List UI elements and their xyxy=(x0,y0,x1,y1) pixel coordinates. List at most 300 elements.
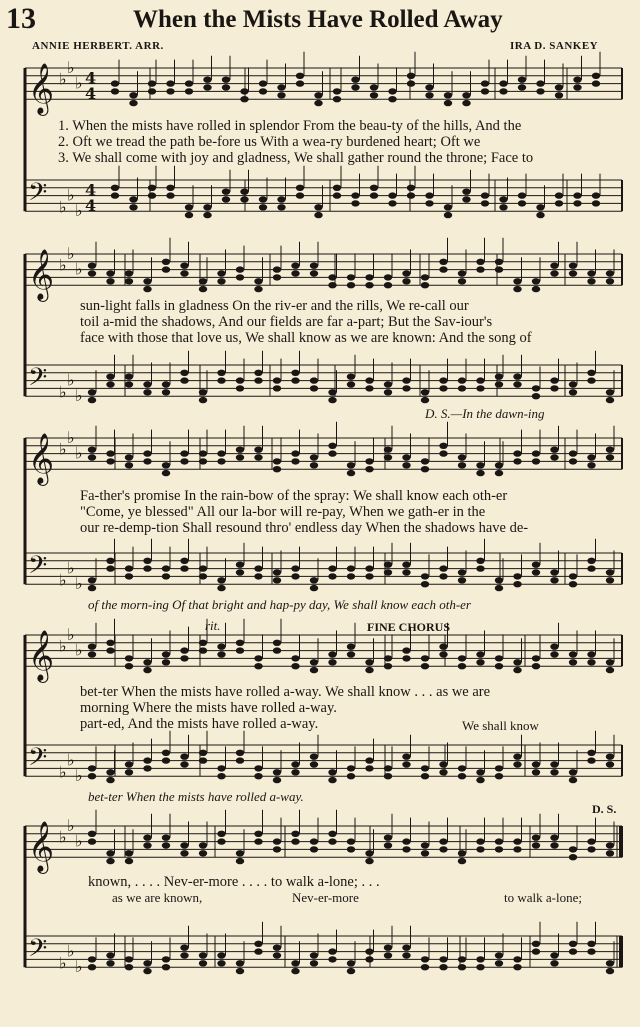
notehead xyxy=(476,259,484,265)
notehead xyxy=(199,750,207,756)
notehead xyxy=(536,204,544,210)
notehead xyxy=(384,945,392,951)
notehead xyxy=(125,964,133,970)
notehead xyxy=(481,88,489,94)
notehead xyxy=(365,667,373,673)
notehead xyxy=(365,282,373,288)
notehead xyxy=(291,769,299,775)
notehead xyxy=(273,274,281,280)
notehead xyxy=(421,842,429,848)
notehead xyxy=(273,466,281,472)
notehead xyxy=(370,84,378,90)
notehead xyxy=(532,458,540,464)
notehead xyxy=(402,562,410,568)
notehead xyxy=(180,842,188,848)
notehead xyxy=(347,765,355,771)
notehead xyxy=(125,956,133,962)
notehead xyxy=(236,750,244,756)
system-3-ds-lyric: of the morn-ing Of that bright and hap-py day, We shall know each oth-er xyxy=(88,597,471,612)
flat-icon: ♭ xyxy=(59,382,67,402)
notehead xyxy=(421,282,429,288)
notehead xyxy=(587,750,595,756)
notehead xyxy=(425,84,433,90)
notehead xyxy=(513,573,521,579)
treble-clef-icon: 𝄞 xyxy=(28,821,55,873)
notehead xyxy=(439,838,447,844)
notehead xyxy=(347,838,355,844)
system-2-verse-2: toil a-mid the shadows, And our fields are far a-part; But the Sav-iour's xyxy=(80,314,493,330)
notehead xyxy=(236,968,244,974)
notehead xyxy=(365,458,373,464)
notehead xyxy=(351,84,359,90)
notehead xyxy=(111,88,119,94)
notehead xyxy=(88,651,96,657)
notehead xyxy=(388,200,396,206)
notehead xyxy=(384,447,392,453)
system-4-verse-2: morning Where the mists have rolled a-way. xyxy=(80,700,337,716)
notehead xyxy=(606,968,614,974)
notehead xyxy=(236,640,244,646)
notehead xyxy=(421,274,429,280)
notehead xyxy=(328,573,336,579)
notehead xyxy=(88,765,96,771)
notehead xyxy=(291,377,299,383)
notehead xyxy=(495,846,503,852)
notehead xyxy=(291,968,299,974)
notehead xyxy=(513,761,521,767)
notehead xyxy=(421,850,429,856)
notehead xyxy=(532,450,540,456)
notehead xyxy=(291,831,299,837)
notehead xyxy=(88,389,96,395)
notehead xyxy=(203,77,211,83)
notehead xyxy=(88,397,96,403)
notehead xyxy=(587,377,595,383)
notehead xyxy=(550,447,558,453)
notehead xyxy=(439,761,447,767)
notehead xyxy=(347,381,355,387)
notehead xyxy=(347,644,355,650)
notehead xyxy=(333,192,341,198)
notehead xyxy=(347,773,355,779)
notehead xyxy=(185,88,193,94)
notehead xyxy=(458,278,466,284)
flat-icon: ♭ xyxy=(59,69,67,89)
notehead xyxy=(402,761,410,767)
notehead xyxy=(277,196,285,202)
notehead xyxy=(254,447,262,453)
words-credit: ANNIE HERBERT. ARR. xyxy=(32,40,164,52)
notehead xyxy=(236,569,244,575)
notehead xyxy=(236,850,244,856)
notehead xyxy=(499,196,507,202)
notehead xyxy=(532,842,540,848)
notehead xyxy=(310,667,318,673)
notehead xyxy=(259,80,267,86)
notehead xyxy=(310,454,318,460)
treble-clef-icon: 𝄞 xyxy=(28,433,55,485)
notehead xyxy=(217,370,225,376)
notehead xyxy=(203,212,211,218)
notehead xyxy=(495,577,503,583)
bass-cue-we-shall-know: We shall know xyxy=(462,718,539,733)
notehead xyxy=(351,200,359,206)
notehead xyxy=(273,569,281,575)
notehead xyxy=(180,754,188,760)
rit-marking: rit. xyxy=(205,618,221,633)
notehead xyxy=(425,192,433,198)
notehead xyxy=(125,858,133,864)
notehead xyxy=(384,765,392,771)
notehead xyxy=(148,185,156,191)
notehead xyxy=(88,644,96,650)
notehead xyxy=(592,73,600,79)
notehead xyxy=(148,88,156,94)
notehead xyxy=(476,385,484,391)
notehead xyxy=(273,640,281,646)
notehead xyxy=(254,941,262,947)
notehead xyxy=(532,569,540,575)
notehead xyxy=(347,374,355,380)
notehead xyxy=(129,204,137,210)
notehead xyxy=(217,270,225,276)
notehead xyxy=(106,850,114,856)
notehead xyxy=(148,192,156,198)
notehead xyxy=(217,838,225,844)
notehead xyxy=(384,655,392,661)
notehead xyxy=(384,569,392,575)
notehead xyxy=(499,204,507,210)
notehead xyxy=(328,389,336,395)
notehead xyxy=(513,278,521,284)
notehead xyxy=(199,850,207,856)
notehead xyxy=(106,558,114,564)
notehead xyxy=(458,385,466,391)
notehead xyxy=(88,577,96,583)
notehead xyxy=(180,263,188,269)
notehead xyxy=(421,765,429,771)
notehead xyxy=(365,274,373,280)
notehead xyxy=(273,952,281,958)
flat-icon: ♭ xyxy=(75,957,83,977)
notehead xyxy=(476,846,484,852)
notehead xyxy=(458,569,466,575)
system-2-verse-3: face with those that love us, We shall know as we are known: And the song of xyxy=(80,330,532,346)
notehead xyxy=(185,80,193,86)
notehead xyxy=(513,450,521,456)
notehead xyxy=(314,212,322,218)
notehead xyxy=(569,854,577,860)
notehead xyxy=(236,274,244,280)
notehead xyxy=(587,565,595,571)
notehead xyxy=(458,462,466,468)
notehead xyxy=(384,381,392,387)
flat-icon: ♭ xyxy=(67,816,75,835)
notehead xyxy=(162,659,170,665)
notehead xyxy=(199,647,207,653)
notehead xyxy=(569,948,577,954)
notehead xyxy=(587,846,595,852)
notehead xyxy=(351,192,359,198)
notehead xyxy=(365,765,373,771)
notehead xyxy=(550,644,558,650)
notehead xyxy=(347,274,355,280)
flat-icon: ♭ xyxy=(59,197,67,217)
system-1-verse-3: 3. We shall come with joy and gladness, We shall gather round the throne; Face to xyxy=(58,150,534,166)
notehead xyxy=(606,960,614,966)
notehead xyxy=(536,80,544,86)
notehead xyxy=(532,278,540,284)
notehead xyxy=(384,454,392,460)
bass-clef-icon: 𝄢 xyxy=(28,551,48,587)
notehead xyxy=(296,185,304,191)
notehead xyxy=(88,263,96,269)
notehead xyxy=(254,454,262,460)
notehead xyxy=(587,558,595,564)
notehead xyxy=(550,385,558,391)
notehead xyxy=(185,204,193,210)
notehead xyxy=(143,278,151,284)
notehead xyxy=(384,274,392,280)
notehead xyxy=(273,577,281,583)
notehead xyxy=(222,189,230,195)
notehead xyxy=(125,565,133,571)
notehead xyxy=(88,447,96,453)
notehead xyxy=(573,77,581,83)
notehead xyxy=(439,443,447,449)
notehead xyxy=(199,458,207,464)
flat-icon: ♭ xyxy=(59,953,67,973)
time-signature: 4 xyxy=(85,196,97,216)
notehead xyxy=(458,765,466,771)
bass-clef-icon: 𝄢 xyxy=(28,934,48,970)
notehead xyxy=(462,92,470,98)
notehead xyxy=(365,757,373,763)
notehead xyxy=(217,450,225,456)
notehead xyxy=(550,761,558,767)
notehead xyxy=(587,462,595,468)
notehead xyxy=(106,647,114,653)
notehead xyxy=(347,470,355,476)
notehead xyxy=(129,100,137,106)
notehead xyxy=(518,84,526,90)
notehead xyxy=(166,80,174,86)
system-4-verse-1: bet-ter When the mists have rolled a-way. We shall know . . . as we are xyxy=(80,684,491,700)
system-3-verse-3: our re-demp-tion Shall resound thro' endless day When the shadows have de- xyxy=(80,520,529,536)
notehead xyxy=(384,663,392,669)
notehead xyxy=(240,196,248,202)
system-4-verse-3: part-ed, And the mists have rolled a-way. xyxy=(80,716,319,732)
notehead xyxy=(402,655,410,661)
notehead xyxy=(236,447,244,453)
notehead xyxy=(148,80,156,86)
notehead xyxy=(513,659,521,665)
notehead xyxy=(273,838,281,844)
notehead xyxy=(143,458,151,464)
fine-chorus-marking: FINE CHORUS xyxy=(367,620,451,634)
notehead xyxy=(254,663,262,669)
notehead xyxy=(495,470,503,476)
notehead xyxy=(291,270,299,276)
notehead xyxy=(606,447,614,453)
notehead xyxy=(347,282,355,288)
notehead xyxy=(180,952,188,958)
notehead xyxy=(439,565,447,571)
notehead xyxy=(606,754,614,760)
notehead xyxy=(143,765,151,771)
notehead xyxy=(421,466,429,472)
system-1-verse-1: 1. When the mists have rolled in splendor From the beau-ty of the hills, And the xyxy=(58,118,522,134)
notehead xyxy=(569,846,577,852)
notehead xyxy=(199,757,207,763)
notehead xyxy=(217,278,225,284)
notehead xyxy=(495,765,503,771)
notehead xyxy=(384,282,392,288)
notehead xyxy=(402,952,410,958)
notehead xyxy=(587,838,595,844)
notehead xyxy=(328,397,336,403)
notehead xyxy=(143,835,151,841)
notehead xyxy=(236,385,244,391)
notehead xyxy=(273,647,281,653)
notehead xyxy=(444,204,452,210)
notehead xyxy=(125,374,133,380)
notehead xyxy=(550,263,558,269)
notehead xyxy=(88,585,96,591)
notehead xyxy=(592,192,600,198)
notehead xyxy=(199,842,207,848)
notehead xyxy=(550,952,558,958)
notehead xyxy=(439,644,447,650)
notehead xyxy=(518,77,526,83)
notehead xyxy=(125,270,133,276)
notehead xyxy=(513,581,521,587)
notehead xyxy=(254,773,262,779)
notehead xyxy=(606,577,614,583)
notehead xyxy=(222,77,230,83)
notehead xyxy=(310,952,318,958)
notehead xyxy=(370,92,378,98)
notehead xyxy=(587,270,595,276)
notehead xyxy=(328,450,336,456)
notehead xyxy=(143,960,151,966)
notehead xyxy=(328,443,336,449)
notehead xyxy=(180,458,188,464)
notehead xyxy=(384,842,392,848)
notehead xyxy=(421,397,429,403)
system-4-ds-lyric: bet-ter When the mists have rolled a-way. xyxy=(88,789,304,804)
bass-cue-1: as we are known, xyxy=(112,890,203,905)
notehead xyxy=(550,769,558,775)
notehead xyxy=(439,266,447,272)
notehead xyxy=(587,757,595,763)
notehead xyxy=(458,577,466,583)
notehead xyxy=(439,385,447,391)
notehead xyxy=(88,270,96,276)
notehead xyxy=(328,565,336,571)
notehead xyxy=(291,370,299,376)
flat-icon: ♭ xyxy=(67,941,75,961)
notehead xyxy=(162,470,170,476)
notehead xyxy=(384,835,392,841)
flat-icon: ♭ xyxy=(75,574,83,594)
notehead xyxy=(310,462,318,468)
notehead xyxy=(180,450,188,456)
notehead xyxy=(310,846,318,852)
notehead xyxy=(291,761,299,767)
notehead xyxy=(162,964,170,970)
notehead xyxy=(125,462,133,468)
notehead xyxy=(143,286,151,292)
notehead xyxy=(254,948,262,954)
notehead xyxy=(310,761,318,767)
notehead xyxy=(421,956,429,962)
notehead xyxy=(217,765,225,771)
notehead xyxy=(254,573,262,579)
notehead xyxy=(333,185,341,191)
notehead xyxy=(513,964,521,970)
notehead xyxy=(536,88,544,94)
notehead xyxy=(291,838,299,844)
notehead xyxy=(476,558,484,564)
treble-clef-icon: 𝄞 xyxy=(28,630,55,682)
notehead xyxy=(365,377,373,383)
notehead xyxy=(240,96,248,102)
notehead xyxy=(125,381,133,387)
notehead xyxy=(254,838,262,844)
notehead xyxy=(606,659,614,665)
notehead xyxy=(180,370,188,376)
notehead xyxy=(421,964,429,970)
notehead xyxy=(421,573,429,579)
notehead xyxy=(402,647,410,653)
notehead xyxy=(162,565,170,571)
notehead xyxy=(236,757,244,763)
notehead xyxy=(569,263,577,269)
notehead xyxy=(328,769,336,775)
notehead xyxy=(333,96,341,102)
notehead xyxy=(476,470,484,476)
notehead xyxy=(347,462,355,468)
notehead xyxy=(513,381,521,387)
notehead xyxy=(495,381,503,387)
notehead xyxy=(458,270,466,276)
notehead xyxy=(180,761,188,767)
notehead xyxy=(199,278,207,284)
notehead xyxy=(606,850,614,856)
notehead xyxy=(203,84,211,90)
notehead xyxy=(273,777,281,783)
notehead xyxy=(291,263,299,269)
notehead xyxy=(476,777,484,783)
notehead xyxy=(421,655,429,661)
notehead xyxy=(569,941,577,947)
notehead xyxy=(217,644,225,650)
notehead xyxy=(532,663,540,669)
notehead xyxy=(606,397,614,403)
notehead xyxy=(388,192,396,198)
bass-cue-2: Nev-er-more xyxy=(292,890,359,905)
notehead xyxy=(495,960,503,966)
notehead xyxy=(347,960,355,966)
notehead xyxy=(143,450,151,456)
notehead xyxy=(254,655,262,661)
notehead xyxy=(495,655,503,661)
notehead xyxy=(347,968,355,974)
notehead xyxy=(291,450,299,456)
notehead xyxy=(254,278,262,284)
notehead xyxy=(162,259,170,265)
